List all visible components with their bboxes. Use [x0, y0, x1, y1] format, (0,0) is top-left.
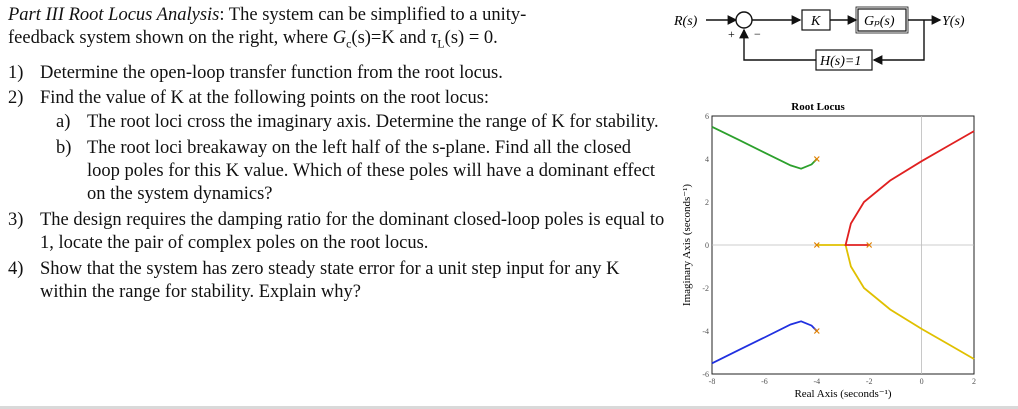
y-tick-label: -6 [702, 370, 709, 379]
plus-sign: + [728, 27, 735, 41]
x-tick-label: -8 [708, 377, 716, 386]
chart-title: Root Locus [791, 101, 845, 113]
y-tick-label: 4 [705, 155, 709, 164]
intro-text-2: feedback system shown on the right, where [8, 28, 333, 48]
x-tick-label: 2 [972, 377, 976, 386]
subquestion-b [56, 137, 668, 206]
x-tick-labels [709, 377, 976, 386]
question-text: The design requires the damping ratio for the dominant closed-loop poles is equal to 1, locate the pair of complex poles on the root locus. [40, 209, 665, 253]
question-text: Find the value of K at the following points on the root locus: [40, 87, 490, 108]
gc-symbol: G [332, 28, 347, 48]
question-1 [8, 62, 668, 85]
output-label: Y(s) [942, 14, 965, 29]
plant-label: Gₚ(s) [864, 14, 895, 29]
tl-symbol: τ [430, 28, 438, 48]
question-number: 3) [8, 209, 24, 230]
question-4 [8, 258, 668, 304]
and-text: and [394, 28, 431, 48]
question-number: 1) [8, 62, 24, 83]
y-tick-label: -2 [702, 284, 709, 293]
question-text: Show that the system has zero steady state error for a unit step input for any K within the range for stability. Explain why? [40, 258, 620, 302]
y-axis-label: Imaginary Axis (seconds⁻¹) [681, 183, 693, 307]
x-tick-label: 0 [919, 377, 924, 386]
block-diagram [672, 0, 1018, 80]
tl-equation: (s) = 0. [444, 28, 498, 48]
problem-intro [8, 4, 668, 56]
subquestion-text: The root loci breakaway on the left half of the s-plane. Find all the closed loop poles for this K value. Which of these poles will have a dominant effect on the system dynamics? [87, 137, 656, 204]
input-label: R(s) [674, 14, 698, 29]
y-tick-label: 0 [705, 241, 709, 250]
controller-label: K [811, 14, 821, 29]
gc-equation: (s)=K [351, 28, 395, 48]
question-number: 2) [8, 87, 24, 108]
subquestion-a [56, 111, 668, 134]
root-locus-chart [672, 96, 1018, 405]
y-tick-label: 2 [705, 198, 709, 207]
x-tick-label: -4 [813, 377, 821, 386]
question-number: 4) [8, 258, 24, 279]
x-tick-label: -6 [761, 377, 768, 386]
subquestion-number: a) [56, 111, 71, 132]
summing-junction [736, 12, 752, 28]
feedback-label: H(s)=1 [820, 54, 862, 69]
question-3 [8, 209, 668, 255]
y-tick-label: 6 [705, 112, 709, 121]
subquestion-text: The root loci cross the imaginary axis. Determine the range of K for stability. [87, 111, 659, 132]
y-tick-label: -4 [702, 327, 709, 336]
x-tick-label: -2 [865, 377, 873, 386]
minus-sign: − [754, 27, 761, 41]
problem-text [8, 4, 668, 304]
intro-text-1: : The system can be simplified to a unity- [219, 5, 527, 25]
gc-subscript: c [346, 36, 352, 51]
y-tick-labels [702, 112, 709, 379]
question-2 [8, 87, 668, 110]
figure-area [672, 0, 1018, 409]
part-title: Part III Root Locus Analysis [8, 5, 220, 25]
subquestion-number: b) [56, 137, 72, 158]
tl-subscript: L [437, 36, 445, 51]
question-text: Determine the open-loop transfer function from the root locus. [40, 62, 503, 83]
x-axis-label: Real Axis (seconds⁻¹) [794, 388, 892, 400]
